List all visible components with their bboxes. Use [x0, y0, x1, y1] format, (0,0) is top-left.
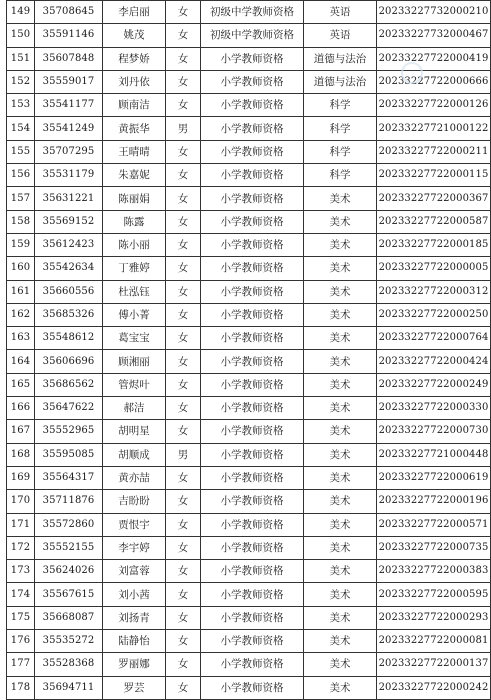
- table-row: [7, 630, 491, 653]
- exam-id-cell: 35569152: [35, 210, 103, 233]
- name-cell: 丁雅婷: [103, 257, 166, 280]
- name-cell: 李启丽: [103, 1, 166, 24]
- row-number-cell: 150: [7, 24, 35, 47]
- qualification-cell: 小学教师资格: [201, 47, 304, 70]
- gender-cell: 女: [166, 303, 201, 326]
- row-number-cell: 161: [7, 280, 35, 303]
- subject-cell: 美术: [304, 676, 377, 699]
- exam-id-cell: 35708645: [35, 1, 103, 24]
- certificate-number-cell: 20233227722000587: [377, 210, 491, 233]
- certificate-number-cell: 20233227721000448: [377, 443, 491, 466]
- name-cell: 罗丽娜: [103, 653, 166, 676]
- exam-id-cell: 35694711: [35, 676, 103, 699]
- subject-cell: 美术: [304, 420, 377, 443]
- qualification-cell: 小学教师资格: [201, 397, 304, 420]
- exam-id-cell: 35531179: [35, 164, 103, 187]
- certificate-number-cell: 20233227722000126: [377, 94, 491, 117]
- subject-cell: 道德与法治: [304, 70, 377, 93]
- name-cell: 李宇婷: [103, 536, 166, 559]
- name-cell: 刘丹依: [103, 70, 166, 93]
- gender-cell: 女: [166, 1, 201, 24]
- subject-cell: 科学: [304, 117, 377, 140]
- row-number-cell: 153: [7, 94, 35, 117]
- row-number-cell: 154: [7, 117, 35, 140]
- name-cell: 程梦娇: [103, 47, 166, 70]
- qualification-cell: 小学教师资格: [201, 560, 304, 583]
- name-cell: 葛宝宝: [103, 327, 166, 350]
- qualification-cell: 小学教师资格: [201, 373, 304, 396]
- row-number-cell: 164: [7, 350, 35, 373]
- name-cell: 胡顺成: [103, 443, 166, 466]
- qualification-cell: 小学教师资格: [201, 676, 304, 699]
- exam-id-cell: 35535272: [35, 630, 103, 653]
- gender-cell: 女: [166, 630, 201, 653]
- certificate-number-cell: 20233227722000185: [377, 233, 491, 256]
- gender-cell: 女: [166, 140, 201, 163]
- name-cell: 胡明星: [103, 420, 166, 443]
- row-number-cell: 175: [7, 606, 35, 629]
- gender-cell: 女: [166, 257, 201, 280]
- qualification-cell: 小学教师资格: [201, 350, 304, 373]
- name-cell: 黄振华: [103, 117, 166, 140]
- qualification-cell: 小学教师资格: [201, 210, 304, 233]
- exam-id-cell: 35595085: [35, 443, 103, 466]
- row-number-cell: 174: [7, 583, 35, 606]
- row-number-cell: 166: [7, 397, 35, 420]
- table-row: [7, 443, 491, 466]
- certificate-number-cell: 20233227722000081: [377, 630, 491, 653]
- subject-cell: 美术: [304, 327, 377, 350]
- table-row: [7, 117, 491, 140]
- gender-cell: 女: [166, 583, 201, 606]
- gender-cell: 女: [166, 280, 201, 303]
- certificate-number-cell: 20233227722000419: [377, 47, 491, 70]
- qualification-cell: 小学教师资格: [201, 490, 304, 513]
- certificate-number-cell: 20233227722000367: [377, 187, 491, 210]
- exam-id-cell: 35541249: [35, 117, 103, 140]
- exam-id-cell: 35668087: [35, 606, 103, 629]
- table-row: [7, 397, 491, 420]
- name-cell: 刘扬青: [103, 606, 166, 629]
- exam-id-cell: 35711876: [35, 490, 103, 513]
- gender-cell: 女: [166, 350, 201, 373]
- row-number-cell: 169: [7, 466, 35, 489]
- name-cell: 贾恨宇: [103, 513, 166, 536]
- subject-cell: 美术: [304, 397, 377, 420]
- certificate-number-cell: 20233227722000666: [377, 70, 491, 93]
- qualification-cell: 初级中学教师资格: [201, 1, 304, 24]
- certificate-number-cell: 20233227732000467: [377, 24, 491, 47]
- name-cell: 管烬叶: [103, 373, 166, 396]
- table-row: [7, 583, 491, 606]
- row-number-cell: 176: [7, 630, 35, 653]
- watermark-icon: [401, 62, 423, 84]
- exam-id-cell: 35647622: [35, 397, 103, 420]
- row-number-cell: 158: [7, 210, 35, 233]
- gender-cell: 男: [166, 443, 201, 466]
- row-number-cell: 151: [7, 47, 35, 70]
- subject-cell: 美术: [304, 513, 377, 536]
- table-row: [7, 373, 491, 396]
- qualification-cell: 小学教师资格: [201, 233, 304, 256]
- row-number-cell: 170: [7, 490, 35, 513]
- name-cell: 吉盼盼: [103, 490, 166, 513]
- exam-id-cell: 35660556: [35, 280, 103, 303]
- subject-cell: 科学: [304, 164, 377, 187]
- exam-id-cell: 35552965: [35, 420, 103, 443]
- qualification-cell: 小学教师资格: [201, 443, 304, 466]
- gender-cell: 女: [166, 47, 201, 70]
- exam-id-cell: 35559017: [35, 70, 103, 93]
- certificate-number-cell: 20233227722000735: [377, 536, 491, 559]
- qualification-cell: 小学教师资格: [201, 303, 304, 326]
- subject-cell: 美术: [304, 373, 377, 396]
- certificate-number-cell: 20233227722000595: [377, 583, 491, 606]
- subject-cell: 美术: [304, 466, 377, 489]
- row-number-cell: 177: [7, 653, 35, 676]
- subject-cell: 科学: [304, 140, 377, 163]
- qualification-cell: 小学教师资格: [201, 630, 304, 653]
- exam-id-cell: 35564317: [35, 466, 103, 489]
- qualification-cell: 小学教师资格: [201, 513, 304, 536]
- certificate-number-cell: 20233227722000137: [377, 653, 491, 676]
- table-row: [7, 257, 491, 280]
- exam-id-cell: 35542634: [35, 257, 103, 280]
- gender-cell: 女: [166, 676, 201, 699]
- qualification-cell: 小学教师资格: [201, 187, 304, 210]
- table-row: [7, 466, 491, 489]
- qualification-cell: 小学教师资格: [201, 606, 304, 629]
- certificate-number-cell: 20233227722000571: [377, 513, 491, 536]
- subject-cell: 美术: [304, 187, 377, 210]
- certificate-number-cell: 20233227722000115: [377, 164, 491, 187]
- table-row: [7, 280, 491, 303]
- table-row: [7, 140, 491, 163]
- subject-cell: 美术: [304, 583, 377, 606]
- exam-id-cell: 35541177: [35, 94, 103, 117]
- subject-cell: 美术: [304, 536, 377, 559]
- table-row: [7, 187, 491, 210]
- certificate-number-cell: 20233227722000249: [377, 373, 491, 396]
- table-row: [7, 210, 491, 233]
- certificate-number-cell: 20233227722000242: [377, 676, 491, 699]
- row-number-cell: 178: [7, 676, 35, 699]
- row-number-cell: 156: [7, 164, 35, 187]
- table-row: [7, 676, 491, 699]
- exam-id-cell: 35624026: [35, 560, 103, 583]
- exam-id-cell: 35606696: [35, 350, 103, 373]
- subject-cell: 美术: [304, 303, 377, 326]
- certificate-number-cell: 20233227722000330: [377, 397, 491, 420]
- certificate-number-cell: 20233227722000005: [377, 257, 491, 280]
- gender-cell: 女: [166, 653, 201, 676]
- subject-cell: 科学: [304, 94, 377, 117]
- exam-id-cell: 35528368: [35, 653, 103, 676]
- qualification-cell: 小学教师资格: [201, 536, 304, 559]
- name-cell: 郝洁: [103, 397, 166, 420]
- gender-cell: 女: [166, 164, 201, 187]
- gender-cell: 女: [166, 606, 201, 629]
- exam-id-cell: 35707295: [35, 140, 103, 163]
- name-cell: 杜泓钰: [103, 280, 166, 303]
- qualification-cell: 小学教师资格: [201, 280, 304, 303]
- name-cell: 顾湘丽: [103, 350, 166, 373]
- gender-cell: 女: [166, 490, 201, 513]
- subject-cell: 道德与法治: [304, 47, 377, 70]
- subject-cell: 美术: [304, 350, 377, 373]
- name-cell: 黄亦喆: [103, 466, 166, 489]
- table-row: [7, 490, 491, 513]
- name-cell: 陈丽娟: [103, 187, 166, 210]
- row-number-cell: 152: [7, 70, 35, 93]
- table-row: [7, 94, 491, 117]
- table-row: [7, 24, 491, 47]
- name-cell: 姚茂: [103, 24, 166, 47]
- certificate-number-cell: 20233227722000250: [377, 303, 491, 326]
- row-number-cell: 155: [7, 140, 35, 163]
- name-cell: 陈小丽: [103, 233, 166, 256]
- gender-cell: 女: [166, 373, 201, 396]
- table-row: [7, 653, 491, 676]
- table-row: [7, 1, 491, 24]
- exam-id-cell: 35607848: [35, 47, 103, 70]
- table-row: [7, 536, 491, 559]
- name-cell: 陈露: [103, 210, 166, 233]
- qualification-cell: 小学教师资格: [201, 140, 304, 163]
- table-body: [7, 1, 491, 700]
- certificate-number-cell: 20233227722000424: [377, 350, 491, 373]
- subject-cell: 美术: [304, 606, 377, 629]
- subject-cell: 美术: [304, 280, 377, 303]
- qualification-cell: 小学教师资格: [201, 420, 304, 443]
- gender-cell: 女: [166, 94, 201, 117]
- name-cell: 朱嘉妮: [103, 164, 166, 187]
- gender-cell: 女: [166, 397, 201, 420]
- certificate-number-cell: 20233227722000293: [377, 606, 491, 629]
- name-cell: 王晴晴: [103, 140, 166, 163]
- table-row: [7, 513, 491, 536]
- subject-cell: 美术: [304, 443, 377, 466]
- name-cell: 刘小茜: [103, 583, 166, 606]
- qualification-cell: 小学教师资格: [201, 94, 304, 117]
- qualification-cell: 小学教师资格: [201, 164, 304, 187]
- table-row: [7, 420, 491, 443]
- qualification-cell: 小学教师资格: [201, 70, 304, 93]
- exam-id-cell: 35572860: [35, 513, 103, 536]
- row-number-cell: 171: [7, 513, 35, 536]
- subject-cell: 美术: [304, 257, 377, 280]
- subject-cell: 美术: [304, 560, 377, 583]
- row-number-cell: 159: [7, 233, 35, 256]
- table-row: [7, 606, 491, 629]
- gender-cell: 女: [166, 24, 201, 47]
- gender-cell: 女: [166, 536, 201, 559]
- qualification-cell: 小学教师资格: [201, 257, 304, 280]
- qualification-cell: 小学教师资格: [201, 466, 304, 489]
- subject-cell: 美术: [304, 630, 377, 653]
- exam-id-cell: 35686562: [35, 373, 103, 396]
- exam-id-cell: 35552155: [35, 536, 103, 559]
- gender-cell: 女: [166, 466, 201, 489]
- table-row: [7, 560, 491, 583]
- row-number-cell: 163: [7, 327, 35, 350]
- certificate-number-cell: 20233227732000210: [377, 1, 491, 24]
- subject-cell: 英语: [304, 24, 377, 47]
- gender-cell: 女: [166, 187, 201, 210]
- gender-cell: 女: [166, 70, 201, 93]
- row-number-cell: 165: [7, 373, 35, 396]
- document-page: [6, 0, 490, 700]
- certificate-number-cell: 20233227722000211: [377, 140, 491, 163]
- subject-cell: 英语: [304, 1, 377, 24]
- gender-cell: 女: [166, 560, 201, 583]
- subject-cell: 美术: [304, 653, 377, 676]
- certificate-list-table: [6, 0, 491, 700]
- gender-cell: 女: [166, 420, 201, 443]
- exam-id-cell: 35591146: [35, 24, 103, 47]
- row-number-cell: 167: [7, 420, 35, 443]
- qualification-cell: 小学教师资格: [201, 653, 304, 676]
- exam-id-cell: 35567615: [35, 583, 103, 606]
- qualification-cell: 小学教师资格: [201, 327, 304, 350]
- exam-id-cell: 35548612: [35, 327, 103, 350]
- gender-cell: 女: [166, 210, 201, 233]
- certificate-number-cell: 20233227722000764: [377, 327, 491, 350]
- exam-id-cell: 35631221: [35, 187, 103, 210]
- qualification-cell: 小学教师资格: [201, 583, 304, 606]
- table-row: [7, 233, 491, 256]
- name-cell: 罗芸: [103, 676, 166, 699]
- certificate-number-cell: 20233227721000122: [377, 117, 491, 140]
- row-number-cell: 172: [7, 536, 35, 559]
- name-cell: 傅小菁: [103, 303, 166, 326]
- name-cell: 顾南洁: [103, 94, 166, 117]
- table-row: [7, 350, 491, 373]
- qualification-cell: 小学教师资格: [201, 117, 304, 140]
- name-cell: 刘富蓉: [103, 560, 166, 583]
- certificate-number-cell: 20233227722000619: [377, 466, 491, 489]
- gender-cell: 女: [166, 233, 201, 256]
- gender-cell: 男: [166, 117, 201, 140]
- table-row: [7, 164, 491, 187]
- row-number-cell: 160: [7, 257, 35, 280]
- subject-cell: 美术: [304, 233, 377, 256]
- gender-cell: 女: [166, 513, 201, 536]
- qualification-cell: 初级中学教师资格: [201, 24, 304, 47]
- row-number-cell: 149: [7, 1, 35, 24]
- table-row: [7, 303, 491, 326]
- subject-cell: 美术: [304, 210, 377, 233]
- exam-id-cell: 35685326: [35, 303, 103, 326]
- certificate-number-cell: 20233227722000312: [377, 280, 491, 303]
- certificate-number-cell: 20233227722000383: [377, 560, 491, 583]
- row-number-cell: 162: [7, 303, 35, 326]
- name-cell: 陆静怡: [103, 630, 166, 653]
- gender-cell: 女: [166, 327, 201, 350]
- row-number-cell: 173: [7, 560, 35, 583]
- row-number-cell: 168: [7, 443, 35, 466]
- certificate-number-cell: 20233227722000730: [377, 420, 491, 443]
- subject-cell: 美术: [304, 490, 377, 513]
- row-number-cell: 157: [7, 187, 35, 210]
- table-row: [7, 327, 491, 350]
- exam-id-cell: 35612423: [35, 233, 103, 256]
- certificate-number-cell: 20233227722000196: [377, 490, 491, 513]
